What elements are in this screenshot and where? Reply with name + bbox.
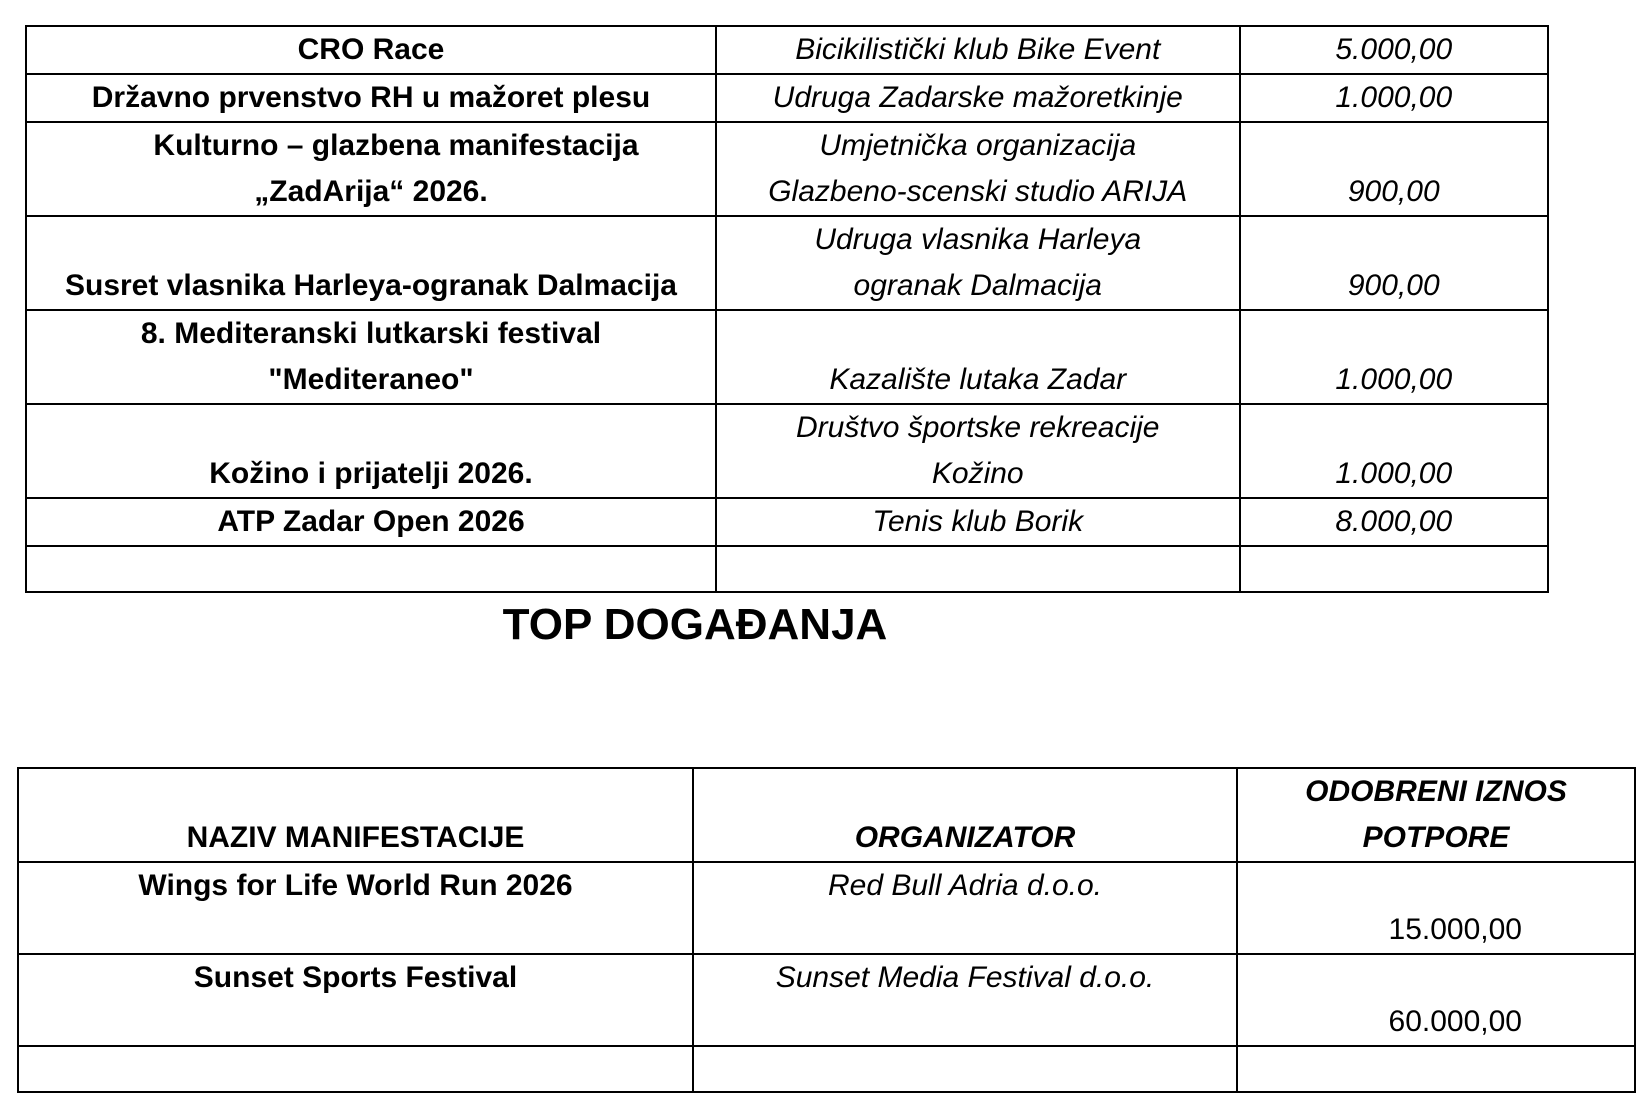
amount-cell: 900,00 <box>1240 216 1548 310</box>
amount-cell: 15.000,00 <box>1237 862 1635 954</box>
table-row <box>26 498 1548 546</box>
event-name-cell: Sunset Sports Festival <box>18 954 693 1046</box>
amount-cell: 60.000,00 <box>1237 954 1635 1046</box>
event-name-cell: ATP Zadar Open 2026 <box>26 498 716 546</box>
amount-cell: 1.000,00 <box>1240 310 1548 404</box>
amount-cell: 900,00 <box>1240 122 1548 216</box>
event-name-cell: Susret vlasnika Harleya-ogranak Dalmacija <box>26 216 716 310</box>
organizer-cell: Udruga Zadarske mažoretkinje <box>716 74 1240 122</box>
organizer-cell: Umjetnička organizacija Glazbeno-scenski studio ARIJA <box>716 122 1240 216</box>
empty-cell <box>18 1046 693 1092</box>
amount-cell: 1.000,00 <box>1240 74 1548 122</box>
empty-cell <box>716 546 1240 592</box>
table-row <box>18 862 1635 954</box>
organizer-cell: Društvo športske rekreacije Kožino <box>716 404 1240 498</box>
event-name-cell: Kulturno – glazbena manifestacija „ZadArija“ 2026. <box>26 122 716 216</box>
organizer-cell: Udruga vlasnika Harleya ogranak Dalmacija <box>716 216 1240 310</box>
organizer-cell: Red Bull Adria d.o.o. <box>693 862 1237 954</box>
amount-cell: 5.000,00 <box>1240 26 1548 74</box>
empty-cell <box>693 1046 1237 1092</box>
table-row-empty <box>18 1046 1635 1092</box>
section-title: TOP DOGAĐANJA <box>502 600 888 649</box>
table-row <box>26 310 1548 404</box>
table-row <box>26 216 1548 310</box>
table-row <box>18 954 1635 1046</box>
organizer-cell: Kazalište lutaka Zadar <box>716 310 1240 404</box>
table-row <box>26 74 1548 122</box>
organizer-cell: Sunset Media Festival d.o.o. <box>693 954 1237 1046</box>
table-row <box>26 404 1548 498</box>
event-name-cell: 8. Mediteranski lutkarski festival "Mediteraneo" <box>26 310 716 404</box>
events-table <box>25 25 1549 593</box>
top-events-table <box>17 767 1636 1093</box>
amount-cell: 1.000,00 <box>1240 404 1548 498</box>
event-name-cell: CRO Race <box>26 26 716 74</box>
event-name-cell: Wings for Life World Run 2026 <box>18 862 693 954</box>
table-header-row <box>18 768 1635 862</box>
table-row-empty <box>26 546 1548 592</box>
table-row <box>26 122 1548 216</box>
table-row <box>26 26 1548 74</box>
organizer-cell: Tenis klub Borik <box>716 498 1240 546</box>
organizer-cell: Bicikilistički klub Bike Event <box>716 26 1240 74</box>
header-name: NAZIV MANIFESTACIJE <box>18 768 693 862</box>
header-organizer: ORGANIZATOR <box>693 768 1237 862</box>
empty-cell <box>1240 546 1548 592</box>
amount-cell: 8.000,00 <box>1240 498 1548 546</box>
empty-cell <box>26 546 716 592</box>
event-name-cell: Kožino i prijatelji 2026. <box>26 404 716 498</box>
event-name-cell: Državno prvenstvo RH u mažoret plesu <box>26 74 716 122</box>
empty-cell <box>1237 1046 1635 1092</box>
header-amount: ODOBRENI IZNOS POTPORE <box>1237 768 1635 862</box>
